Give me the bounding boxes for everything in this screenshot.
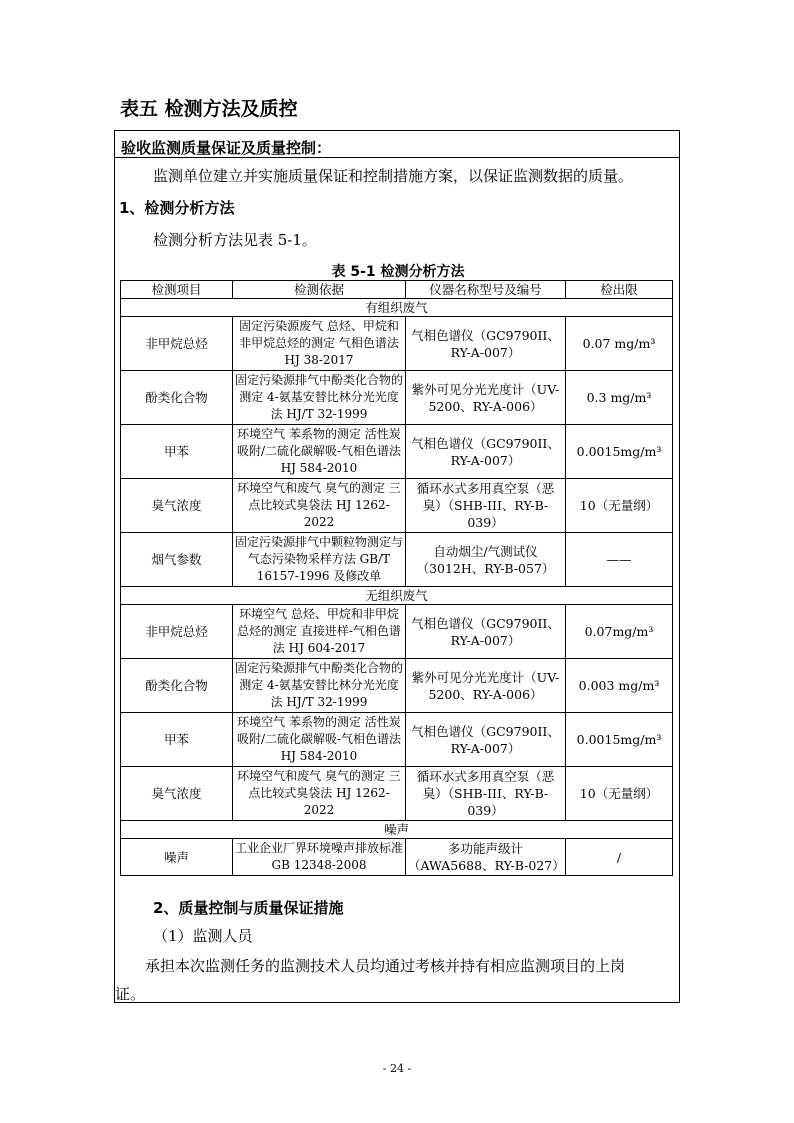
- cell-item: 非甲烷总烃: [121, 317, 233, 371]
- cell-limit: 10（无量纲）: [566, 479, 673, 533]
- table-row: [121, 839, 673, 876]
- cell-item: 酚类化合物: [121, 371, 233, 425]
- section-title: 表五 检测方法及质控: [120, 98, 298, 120]
- intro-paragraph: 监测单位建立并实施质量保证和控制措施方案，以保证监测数据的质量。: [153, 167, 634, 185]
- group-label-organized: 有组织废气: [121, 299, 673, 317]
- cell-basis: 环境空气和废气 臭气的测定 三点比较式臭袋法 HJ 1262-2022: [233, 767, 406, 821]
- methods-table: [120, 280, 673, 876]
- header-limit: 检出限: [566, 281, 673, 299]
- personnel-text-line2: 证。: [115, 985, 146, 1003]
- table-row: [121, 479, 673, 533]
- subheading-quality-control: 2、质量控制与质量保证措施: [153, 899, 344, 917]
- table-row: [121, 317, 673, 371]
- personnel-text-line1: 承担本次监测任务的监测技术人员均通过考核并持有相应监测项目的上岗: [145, 957, 626, 975]
- cell-item: 非甲烷总烃: [121, 605, 233, 659]
- cell-limit: 0.07mg/m³: [566, 605, 673, 659]
- header-basis: 检测依据: [233, 281, 406, 299]
- cell-item: 臭气浓度: [121, 479, 233, 533]
- group-label-unorganized: 无组织废气: [121, 587, 673, 605]
- frame-divider: [115, 157, 679, 158]
- cell-item: 甲苯: [121, 713, 233, 767]
- cell-basis: 固定污染源废气 总烃、甲烷和非甲烷总烃的测定 气相色谱法 HJ 38-2017: [233, 317, 406, 371]
- cell-instrument: 气相色谱仪（GC9790II、RY-A-007）: [406, 605, 566, 659]
- table-row: [121, 425, 673, 479]
- cell-instrument: 紫外可见分光光度计（UV-5200、RY-A-006）: [406, 371, 566, 425]
- group-row: [121, 821, 673, 839]
- table-row: [121, 605, 673, 659]
- table-caption: 表 5-1 检测分析方法: [331, 264, 465, 280]
- cell-item: 烟气参数: [121, 533, 233, 587]
- analysis-methods-text: 检测分析方法见表 5-1。: [153, 231, 317, 249]
- table-row: [121, 371, 673, 425]
- quality-control-frame: [114, 130, 680, 1003]
- cell-basis: 环境空气和废气 臭气的测定 三点比较式臭袋法 HJ 1262-2022: [233, 479, 406, 533]
- cell-instrument: 自动烟尘/气测试仪（3012H、RY-B-057）: [406, 533, 566, 587]
- cell-limit: 0.003 mg/m³: [566, 659, 673, 713]
- cell-instrument: 循环水式多用真空泵（恶臭）（SHB-III、RY-B-039）: [406, 479, 566, 533]
- cell-basis: 固定污染源排气中颗粒物测定与气态污染物采样方法 GB/T 16157-1996 及修改单: [233, 533, 406, 587]
- cell-instrument: 多功能声级计（AWA5688、RY-B-027）: [406, 839, 566, 876]
- table-row: [121, 713, 673, 767]
- cell-basis: 工业企业厂界环境噪声排放标准 GB 12348-2008: [233, 839, 406, 876]
- cell-limit: ——: [566, 533, 673, 587]
- cell-instrument: 紫外可见分光光度计（UV-5200、RY-A-006）: [406, 659, 566, 713]
- cell-item: 甲苯: [121, 425, 233, 479]
- sub-item-personnel: （1）监测人员: [153, 927, 253, 945]
- cell-instrument: 循环水式多用真空泵（恶臭）（SHB-III、RY-B-039）: [406, 767, 566, 821]
- cell-instrument: 气相色谱仪（GC9790II、RY-A-007）: [406, 317, 566, 371]
- page-number: - 24 -: [382, 1062, 412, 1075]
- frame-heading: 验收监测质量保证及质量控制：: [121, 139, 332, 157]
- cell-item: 臭气浓度: [121, 767, 233, 821]
- group-row: [121, 299, 673, 317]
- cell-item: 噪声: [121, 839, 233, 876]
- cell-item: 酚类化合物: [121, 659, 233, 713]
- table-row: [121, 659, 673, 713]
- cell-instrument: 气相色谱仪（GC9790II、RY-A-007）: [406, 425, 566, 479]
- cell-basis: 环境空气 苯系物的测定 活性炭吸附/二硫化碳解吸-气相色谱法 HJ 584-2010: [233, 713, 406, 767]
- cell-basis: 环境空气 总烃、甲烷和非甲烷总烃的测定 直接进样-气相色谱法 HJ 604-2017: [233, 605, 406, 659]
- cell-limit: 0.0015mg/m³: [566, 713, 673, 767]
- cell-limit: 0.07 mg/m³: [566, 317, 673, 371]
- table-row: [121, 767, 673, 821]
- group-row: [121, 587, 673, 605]
- subheading-analysis-methods: 1、检测分析方法: [119, 199, 235, 217]
- cell-limit: /: [566, 839, 673, 876]
- header-instrument: 仪器名称型号及编号: [406, 281, 566, 299]
- cell-limit: 0.0015mg/m³: [566, 425, 673, 479]
- group-label-noise: 噪声: [121, 821, 673, 839]
- header-item: 检测项目: [121, 281, 233, 299]
- cell-limit: 10（无量纲）: [566, 767, 673, 821]
- cell-instrument: 气相色谱仪（GC9790II、RY-A-007）: [406, 713, 566, 767]
- cell-basis: 固定污染源排气中酚类化合物的测定 4-氨基安替比林分光光度法 HJ/T 32-1999: [233, 659, 406, 713]
- cell-basis: 固定污染源排气中酚类化合物的测定 4-氨基安替比林分光光度法 HJ/T 32-1999: [233, 371, 406, 425]
- cell-basis: 环境空气 苯系物的测定 活性炭吸附/二硫化碳解吸-气相色谱法 HJ 584-2010: [233, 425, 406, 479]
- table-row: [121, 533, 673, 587]
- cell-limit: 0.3 mg/m³: [566, 371, 673, 425]
- table-header-row: [121, 281, 673, 299]
